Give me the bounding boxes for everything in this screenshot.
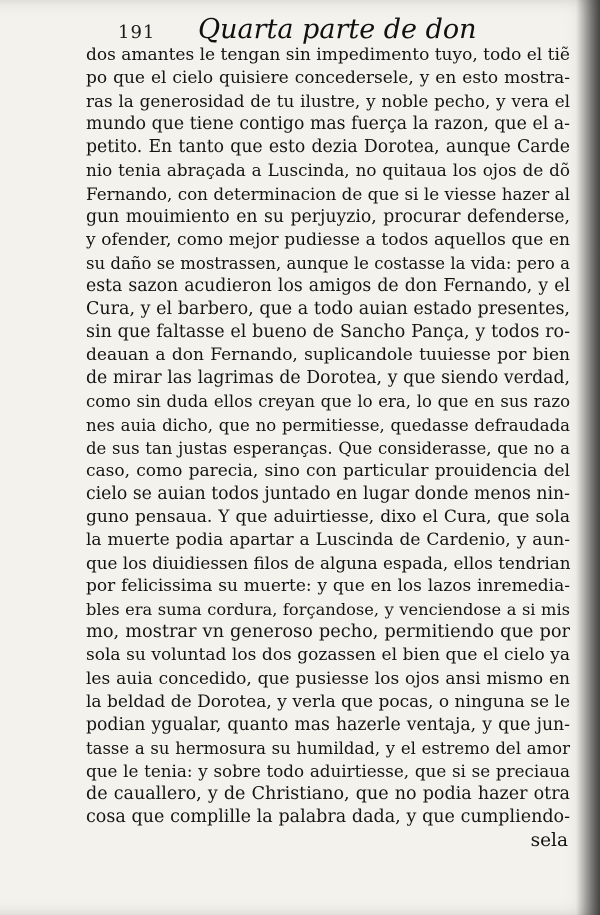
text-line: de cauallero, y de Christiano, que no podia hazer otra (86, 784, 570, 804)
text-line: dos amantes le tengan sin impedimento tuyo, todo el tiẽ (86, 45, 570, 65)
text-line: ras la generosidad de tu ilustre, y noble pecho, y vera el (86, 91, 570, 112)
page-number: 191 (118, 22, 156, 43)
text-line: la muerte podia apartar a Luscinda de Cardenio, y aun- (86, 529, 570, 550)
text-line: guno pensaua. Y que aduirtiesse, dixo el Cura, que sola (86, 506, 570, 527)
text-line: podian ygualar, quanto mas hazerle ventaja, y que jun- (86, 714, 570, 735)
text-line: sin que faltasse el bueno de Sancho Pança, y todos ro- (86, 322, 570, 343)
text-line: y ofender, como mejor pudiesse a todos aquellos que en (86, 229, 570, 250)
text-line: mo, mostrar vn generoso pecho, permitiendo que por (86, 622, 570, 643)
text-line: nio tenia abraçada a Luscinda, no quitaua los ojos de dõ (86, 160, 570, 181)
binding-shadow (576, 0, 600, 915)
text-line: Cura, y el barbero, que a todo auian estado presentes, (86, 299, 570, 320)
text-line: la beldad de Dorotea, y verla que pocas, o ninguna se le (86, 691, 570, 712)
text-line: tasse a su hermosura su humildad, y el estremo del amor (86, 738, 570, 758)
text-line: por felicissima su muerte: y que en los lazos inremedia- (86, 576, 570, 597)
text-line: esta sazon acudieron los amigos de don Fernando, y el (86, 275, 570, 296)
text-line: Fernando, con determinacion de que si le viesse hazer al (86, 183, 570, 204)
text-line: cielo se auian todos juntado en lugar donde menos nin- (86, 483, 570, 504)
text-line: deauan a don Fernando, suplicandole tuuiesse por bien (86, 345, 570, 366)
running-title: Quarta parte de don (198, 14, 477, 45)
text-line: como sin duda ellos creyan que lo era, lo que en sus razo (86, 392, 570, 412)
text-line: su daño se mostrassen, aunque le costasse la vida: pero a (86, 253, 570, 273)
catchword: sela (530, 830, 568, 852)
page-header (118, 14, 538, 48)
text-line: de sus tan justas esperanças. Que considerasse, que no a (86, 438, 570, 458)
text-line: gun mouimiento en su perjuyzio, procurar defenderse, (86, 206, 570, 227)
text-line: bles era suma cordura, forçandose, y venciendose a si mis (86, 600, 570, 620)
body-text (86, 44, 570, 852)
text-line: caso, como parecia, sino con particular prouidencia del (86, 460, 570, 481)
text-line: que los diuidiessen filos de alguna espada, ellos tendrian (86, 553, 571, 574)
text-line: sola su voluntad los dos gozassen el bien que el cielo ya (86, 645, 570, 666)
text-line: po que el cielo quisiere concedersele, y en esto mostra- (86, 68, 570, 89)
text-line: petito. En tanto que esto dezia Dorotea, aunque Carde (86, 137, 570, 158)
text-line: cosa que complille la palabra dada, y que cumpliendo- (86, 807, 570, 828)
text-line: nes auia dicho, que no permitiesse, quedasse defraudada (86, 415, 570, 435)
text-line: que le tenia: y sobre todo aduirtiesse, que si se preciaua (86, 760, 570, 781)
text-line: mundo que tiene contigo mas fuerça la razon, que el a- (86, 114, 570, 135)
text-line: de mirar las lagrimas de Dorotea, y que siendo verdad, (86, 368, 570, 389)
text-line: les auia concedido, que pusiesse los ojos ansi mismo en (86, 668, 570, 689)
